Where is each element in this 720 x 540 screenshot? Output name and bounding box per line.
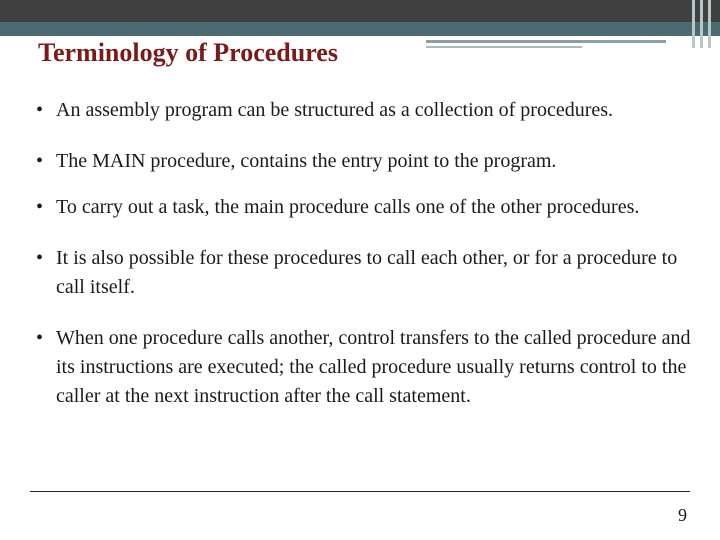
bullet-list bbox=[36, 96, 696, 411]
bullet-marker: • bbox=[36, 196, 44, 218]
bullet-text: The MAIN procedure, contains the entry point to the program. bbox=[56, 150, 557, 172]
top-decorative-bar bbox=[0, 0, 720, 22]
bullet-marker: • bbox=[36, 327, 44, 349]
bullet-item bbox=[36, 147, 696, 176]
page-number: 9 bbox=[678, 505, 687, 525]
bullet-marker: • bbox=[36, 99, 44, 121]
decorative-ticks bbox=[690, 0, 720, 50]
bullet-item bbox=[36, 96, 696, 125]
decorative-line bbox=[426, 46, 582, 48]
bullet-item bbox=[36, 193, 696, 222]
teal-band bbox=[0, 22, 720, 36]
bullet-marker: • bbox=[36, 247, 44, 269]
bullet-text: It is also possible for these procedures to call each other, or for a procedure to call itself. bbox=[56, 247, 678, 298]
bottom-divider bbox=[30, 491, 690, 492]
slide-title: Terminology of Procedures bbox=[38, 38, 338, 67]
bullet-text: An assembly program can be structured as a collection of procedures. bbox=[56, 99, 614, 121]
bullet-item bbox=[36, 244, 696, 302]
bullet-text: To carry out a task, the main procedure calls one of the other procedures. bbox=[56, 196, 640, 218]
decorative-line bbox=[426, 40, 666, 43]
bullet-marker: • bbox=[36, 150, 44, 172]
bullet-text: When one procedure calls another, control transfers to the called procedure and its instructions are executed; the called procedure usually returns control to the caller at the next instruction after the call statement. bbox=[56, 327, 691, 407]
bullet-item bbox=[36, 324, 696, 411]
